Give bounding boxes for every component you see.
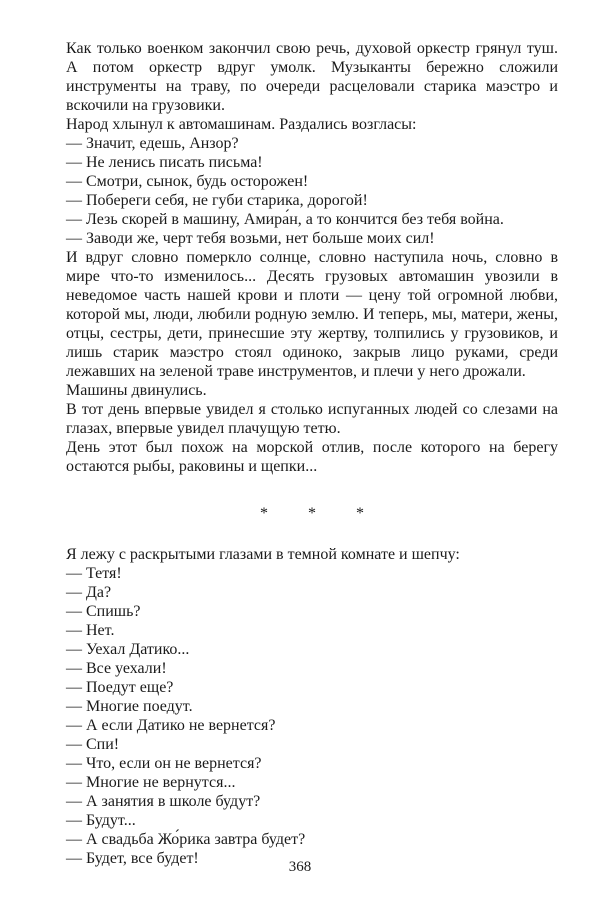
dialog-line: — Спишь? — [66, 603, 141, 620]
paragraph-first-time: В тот день впервые увидел я столько испуганных людей со слезами на глазах, впервые увидел плачущую тетю. — [66, 401, 558, 437]
dialog-intro: Я лежу с раскрытыми глазами в темной комнате и шепчу: — [66, 546, 460, 563]
dialog-line: — Будет, все будет! — [66, 850, 199, 867]
paragraph-cars-moved: Машины двинулись. — [66, 382, 207, 399]
dialog-line: — Спи! — [66, 736, 120, 753]
dialog-line: — Тетя! — [66, 565, 122, 582]
dialog-line: — Нет. — [66, 622, 115, 639]
exclamation-line: — Лезь скорей в машину, Амира́н, а то кончится без тебя война. — [66, 211, 504, 228]
section-separator: * * * — [260, 505, 382, 522]
exclamation-line: — Побереги себя, не губи старика, дорогой! — [66, 192, 368, 209]
exclamation-line: — Заводи же, черт тебя возьми, нет больше моих сил! — [66, 230, 435, 247]
dialog-line: — А если Датико не вернется? — [66, 717, 276, 734]
paragraph-crowd: Народ хлынул к автомашинам. Раздались возгласы: — [66, 116, 417, 133]
paragraph-low-tide: День этот был похож на морской отлив, после которого на берегу остаются рыбы, раковины и щепки... — [66, 439, 558, 475]
dialog-line: — Что, если он не вернется? — [66, 755, 262, 772]
exclamation-line: — Смотри, сынок, будь осторожен! — [66, 173, 309, 190]
dialog-line: — Будут... — [66, 812, 136, 829]
dialog-line: — Многие поедут. — [66, 698, 193, 715]
dialog-line: — Все уехали! — [66, 660, 167, 677]
page-number: 368 — [288, 859, 312, 875]
dialog-line: — Поедут еще? — [66, 679, 174, 696]
dialog-line: — Уехал Датико... — [66, 641, 190, 658]
dialog-line: — А занятия в школе будут? — [66, 793, 261, 810]
dialog-line: — Да? — [66, 584, 112, 601]
dialog-line: — А свадьба Жо́рика завтра будет? — [66, 831, 306, 848]
dialog-line: — Многие не вернутся... — [66, 774, 236, 791]
paragraph-sun-darkened: И вдруг словно померкло солнце, словно наступила ночь, словно в мире что-то изменилось... Десять грузовых автомашин увозили в неведомое часть нашей крови и плоти — цену той огромной любви, которой мы, люди, любили родную землю. И теперь, мы, матери, жены, отцы, сестры, дети, принесшие эту жертву, толпились у грузовиков, и лишь старик маэстро стоял одиноко, закрыв лицо руками, среди лежавших на зеленой траве инструментов, и плечи у него дрожали. — [66, 249, 558, 380]
paragraph-orchestra: Как только военком закончил свою речь, духовой оркестр грянул туш. А потом оркестр вдруг умолк. Музыканты бережно сложили инструменты на траву, по очереди расцеловали старика маэстро и вскочили на грузовики. — [66, 40, 558, 114]
main-text — [66, 39, 558, 868]
exclamation-line: — Не ленись писать письма! — [66, 154, 263, 171]
exclamation-line: — Значит, едешь, Анзор? — [66, 135, 239, 152]
